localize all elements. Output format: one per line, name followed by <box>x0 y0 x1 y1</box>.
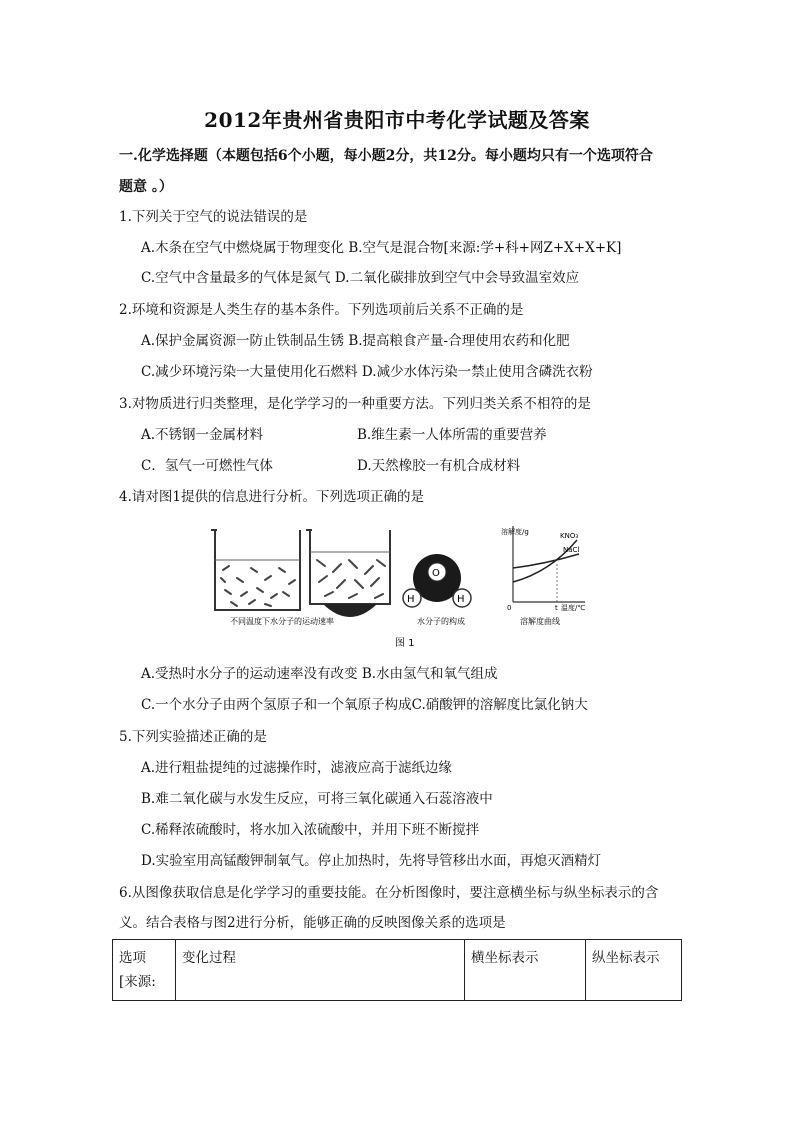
beaker-hot-icon <box>306 530 390 617</box>
q3-option-a: A.不锈钢一金属材料 <box>141 427 264 443</box>
caption-molecule-structure: 水分子的构成 <box>417 617 465 626</box>
table-header-process: 变化过程 <box>176 940 465 1001</box>
q1-stem: 1.下列关于空气的说法错误的是 <box>119 209 308 225</box>
q1-options-ab: A.木条在空气中燃烧属于物理变化 B.空气是混合物[来源:学+科+网Z+X+X+K] <box>141 240 622 256</box>
solubility-chart <box>501 526 585 612</box>
q6-options-table <box>112 939 682 1001</box>
water-molecule-icon <box>403 554 471 607</box>
oxygen-label: O <box>432 568 440 579</box>
q3-option-c: C．氢气一可燃性气体 <box>141 458 273 474</box>
q5-option-b: B.难二氧化碳与水发生反应，可将三氧化碳通入石蕊溶液中 <box>141 791 493 807</box>
series-kno3: KNO₃ <box>560 532 579 540</box>
solubility-ylabel: 溶解度/g <box>501 528 529 536</box>
hydrogen-label-left: H <box>407 594 415 605</box>
q2-stem: 2.环境和资源是人类生存的基本条件。下列选项前后关系不正确的是 <box>119 302 524 318</box>
hydrogen-label-right: H <box>457 594 465 605</box>
q4-stem: 4.请对图1提供的信息进行分析。下列选项正确的是 <box>119 489 424 505</box>
q2-options-ab: A.保护金属资源一防止铁制品生锈 B.提高粮食产量-合理使用农药和化肥 <box>141 333 570 349</box>
figure-1 <box>205 522 595 652</box>
nacl-curve <box>513 554 579 568</box>
q6-stem-line1: 6.从图像获取信息是化学学习的重要技能。在分析图像时，要注意横坐标与纵坐标表示的含 <box>119 885 659 901</box>
q2-options-cd: C.减少环境污染一大量使用化石燃料 D.减少水体污染一禁止使用含磷洗衣粉 <box>141 364 593 380</box>
q6-stem-line2: 义。结合表格与图2进行分析，能够正确的反映图像关系的选项是 <box>119 915 506 931</box>
q1-options-cd: C.空气中含量最多的气体是氮气 D.二氧化碳排放到空气中会导致温室效应 <box>141 270 580 286</box>
q5-option-d: D.实验室用高锰酸钾制氧气。停止加热时，先将导管移出水面，再熄灭酒精灯 <box>141 853 602 869</box>
page-title: 2012年贵州省贵阳市中考化学试题及答案 <box>204 108 590 132</box>
series-nacl: NaCl <box>563 546 580 554</box>
q5-option-a: A.进行粗盐提纯的过滤操作时，滤液应高于滤纸边缘 <box>141 760 453 776</box>
q4-options-ab: A.受热时水分子的运动速率没有改变 B.水由氢气和氧气组成 <box>141 666 498 682</box>
q3-option-d: D.天然橡胶一有机合成材料 <box>357 458 521 474</box>
section-heading-line1: 一.化学选择题（本题包括6个小题，每小题2分，共12分。每小题均只有一个选项符合 <box>119 148 653 164</box>
figure-label: 图 1 <box>395 638 415 649</box>
solubility-xlabel: 温度/℃ <box>561 604 586 612</box>
caption-solubility: 溶解度曲线 <box>520 617 560 626</box>
table-header-yaxis: 纵坐标表示 <box>586 940 682 1001</box>
q4-options-cd: C.一个水分子由两个氢原子和一个氧原子构成C.硝酸钾的溶解度比氯化钠大 <box>141 697 588 713</box>
table-header-option-line1: 选项 <box>119 950 146 966</box>
table-header-option <box>113 940 176 1001</box>
t-label: t <box>555 604 558 612</box>
table-header-xaxis: 横坐标表示 <box>465 940 586 1001</box>
q3-stem: 3.对物质进行归类整理，是化学学习的一种重要方法。下列归类关系不相符的是 <box>119 396 591 412</box>
section-heading-line2: 题意 。） <box>119 179 173 195</box>
q5-stem: 5.下列实验描述正确的是 <box>119 729 267 745</box>
q3-option-b: B.维生素一人体所需的重要营养 <box>357 427 547 443</box>
caption-molecule-speed: 不同温度下水分子的运动速率 <box>230 617 334 626</box>
q5-option-c: C.稀释浓硫酸时，将水加入浓硫酸中，并用下班不断搅拌 <box>141 822 480 838</box>
table-header-option-line2: [来源: <box>119 974 156 990</box>
table-row <box>113 940 682 1001</box>
beaker-cold-icon <box>211 530 300 610</box>
origin-label: 0 <box>507 604 512 612</box>
